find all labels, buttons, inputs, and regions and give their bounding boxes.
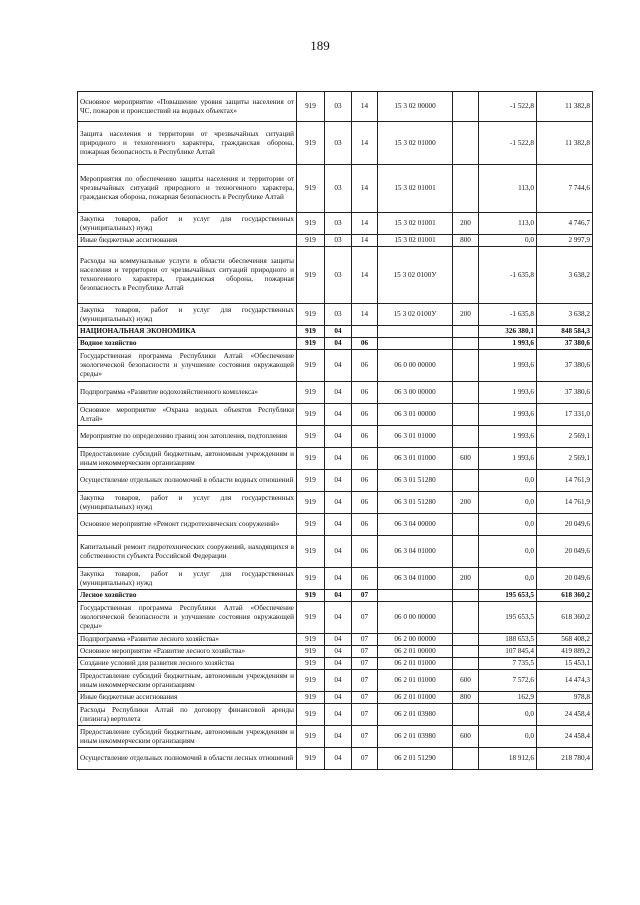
expense-type-cell [453,514,479,536]
ministry-code-cell: 919 [297,704,325,726]
section-code-cell: 04 [325,590,352,602]
amount-change-cell: 195 653,5 [479,590,537,602]
subsection-code-cell: 14 [352,304,378,326]
item-name-cell: Основное мероприятие «Развитие лесного хозяйства» [78,646,297,658]
expense-type-cell [453,748,479,770]
expense-type-cell [453,536,479,568]
table-row [78,235,593,247]
target-article-cell: 06 2 01 00000 [378,646,453,658]
ministry-code-cell: 919 [297,492,325,514]
page-number: 189 [310,38,330,53]
item-name-cell: Предоставление субсидий бюджетным, автономным учреждениям и иным некоммерческим организациям [78,726,297,748]
target-article-cell: 06 0 00 00000 [378,602,453,634]
subsection-code-cell: 06 [352,404,378,426]
amount-change-cell: 113,0 [479,213,537,235]
section-code-cell: 04 [325,658,352,670]
section-code-cell: 04 [325,404,352,426]
item-name-cell: Основное мероприятие «Повышение уровня защиты населения от ЧС, пожаров и происшествий на водных объектах» [78,92,297,122]
subsection-code-cell: 07 [352,726,378,748]
expense-type-cell [453,704,479,726]
amount-total-cell: 218 780,4 [537,748,593,770]
expense-type-cell [453,658,479,670]
amount-change-cell: 0,0 [479,536,537,568]
amount-total-cell: 17 331,0 [537,404,593,426]
ministry-code-cell: 919 [297,213,325,235]
table-row [78,470,593,492]
ministry-code-cell: 919 [297,92,325,122]
ministry-code-cell: 919 [297,426,325,448]
target-article-cell: 06 2 00 00000 [378,634,453,646]
subsection-code-cell: 14 [352,235,378,247]
table-row [78,658,593,670]
amount-total-cell: 2 569,1 [537,448,593,470]
section-code-cell: 04 [325,704,352,726]
section-code-cell: 04 [325,426,352,448]
item-name-cell: Подпрограмма «Развитие лесного хозяйства» [78,634,297,646]
ministry-code-cell: 919 [297,404,325,426]
table-row [78,382,593,404]
subsection-code-cell: 07 [352,748,378,770]
amount-change-cell: 1 993,6 [479,350,537,382]
amount-change-cell: 188 653,5 [479,634,537,646]
amount-total-cell: 14 761,9 [537,492,593,514]
section-code-cell: 04 [325,448,352,470]
item-name-cell: Закупка товаров, работ и услуг для государственных (муниципальных) нужд [78,568,297,590]
table-row [78,165,593,213]
amount-change-cell: 0,0 [479,470,537,492]
table-row [78,726,593,748]
ministry-code-cell: 919 [297,470,325,492]
item-name-cell: Расходы Республики Алтай по договору финансовой аренды (лизинга) вертолета [78,704,297,726]
expense-type-cell [453,338,479,350]
target-article-cell: 06 3 01 00000 [378,404,453,426]
section-code-cell: 04 [325,634,352,646]
target-article-cell: 06 3 04 00000 [378,514,453,536]
table-row [78,646,593,658]
target-article-cell [378,590,453,602]
table-row [78,692,593,704]
section-code-cell: 04 [325,670,352,692]
amount-total-cell: 978,8 [537,692,593,704]
amount-change-cell: 18 912,6 [479,748,537,770]
amount-change-cell: 1 993,6 [479,382,537,404]
expense-type-cell [453,426,479,448]
section-code-cell: 04 [325,338,352,350]
item-name-cell: Мероприятие по определению границ зон затопления, подтопления [78,426,297,448]
section-code-cell: 04 [325,646,352,658]
table-row [78,634,593,646]
subsection-code-cell: 06 [352,426,378,448]
target-article-cell: 06 3 01 01000 [378,448,453,470]
target-article-cell: 06 3 01 51280 [378,470,453,492]
table-row [78,748,593,770]
ministry-code-cell: 919 [297,536,325,568]
section-code-cell: 03 [325,213,352,235]
amount-change-cell: -1 522,8 [479,122,537,165]
amount-total-cell: 419 889,2 [537,646,593,658]
subsection-code-cell: 07 [352,658,378,670]
item-name-cell: Основное мероприятие «Охрана водных объектов Республики Алтай» [78,404,297,426]
table-row [78,338,593,350]
table-row [78,92,593,122]
table-row [78,326,593,338]
amount-total-cell: 24 458,4 [537,726,593,748]
subsection-code-cell: 07 [352,692,378,704]
item-name-cell: Предоставление субсидий бюджетным, автономным учреждениям и иным некоммерческим организациям [78,448,297,470]
target-article-cell: 15 3 02 01001 [378,165,453,213]
ministry-code-cell: 919 [297,338,325,350]
subsection-code-cell: 14 [352,247,378,304]
section-code-cell: 04 [325,382,352,404]
expense-type-cell: 600 [453,726,479,748]
ministry-code-cell: 919 [297,514,325,536]
subsection-code-cell: 06 [352,350,378,382]
amount-total-cell: 20 049,6 [537,536,593,568]
target-article-cell: 06 3 04 01000 [378,568,453,590]
subsection-code-cell: 07 [352,602,378,634]
amount-total-cell: 20 049,6 [537,568,593,590]
target-article-cell: 15 3 02 01001 [378,235,453,247]
item-name-cell: Государственная программа Республики Алтай «Обеспечение экологической безопасности и улучшение состояния окружающей среды» [78,350,297,382]
expense-type-cell [453,122,479,165]
target-article-cell: 06 3 00 00000 [378,382,453,404]
section-code-cell: 04 [325,692,352,704]
amount-change-cell: 162,9 [479,692,537,704]
ministry-code-cell: 919 [297,235,325,247]
expense-type-cell: 800 [453,235,479,247]
subsection-code-cell: 06 [352,514,378,536]
item-name-cell: Лесное хозяйство [78,590,297,602]
target-article-cell: 06 2 01 01000 [378,670,453,692]
amount-change-cell: 0,0 [479,726,537,748]
target-article-cell: 06 3 04 01000 [378,536,453,568]
item-name-cell: Предоставление субсидий бюджетным, автономным учреждениям и иным некоммерческим организациям [78,670,297,692]
item-name-cell: Осуществление отдельных полномочий в области лесных отношений [78,748,297,770]
expense-type-cell: 800 [453,692,479,704]
expense-type-cell [453,470,479,492]
amount-total-cell: 3 638,2 [537,247,593,304]
target-article-cell: 15 3 02 0100У [378,304,453,326]
item-name-cell: Подпрограмма «Развитие водохозяйственного комплекса» [78,382,297,404]
amount-change-cell: 0,0 [479,568,537,590]
amount-change-cell: -1 635,8 [479,304,537,326]
table-row [78,514,593,536]
amount-total-cell: 2 997,9 [537,235,593,247]
subsection-code-cell: 07 [352,634,378,646]
table-row [78,590,593,602]
expense-type-cell [453,602,479,634]
item-name-cell: Мероприятия по обеспечению защиты населения и территории от чрезвычайных ситуаций природного и техногенного характера, гражданская оборона, пожарная безопасность в Республике Алтай [78,165,297,213]
ministry-code-cell: 919 [297,568,325,590]
item-name-cell: Расходы на коммунальные услуги в области обеспечения защиты населения и территории от чрезвычайных ситуаций природного и техногенного характера, гражданская оборона, пожарная безопасность в Республике Алтай [78,247,297,304]
table-row [78,448,593,470]
target-article-cell: 06 3 01 01000 [378,426,453,448]
item-name-cell: Государственная программа Республики Алтай «Обеспечение экологической безопасности и улучшение состояния окружающей среды» [78,602,297,634]
target-article-cell: 15 3 02 0100У [378,247,453,304]
table-row [78,350,593,382]
item-name-cell: Иные бюджетные ассигнования [78,235,297,247]
expense-type-cell [453,247,479,304]
expense-type-cell [453,646,479,658]
amount-total-cell: 4 746,7 [537,213,593,235]
subsection-code-cell: 14 [352,165,378,213]
target-article-cell: 06 0 00 00000 [378,350,453,382]
section-code-cell: 04 [325,470,352,492]
amount-total-cell: 37 380,6 [537,350,593,382]
item-name-cell: НАЦИОНАЛЬНАЯ ЭКОНОМИКА [78,326,297,338]
item-name-cell: Основное мероприятие «Ремонт гидротехнических сооружений» [78,514,297,536]
target-article-cell: 06 2 01 01000 [378,692,453,704]
amount-total-cell: 11 382,8 [537,92,593,122]
section-code-cell: 04 [325,492,352,514]
table-row [78,247,593,304]
section-code-cell: 03 [325,122,352,165]
expense-type-cell [453,92,479,122]
section-code-cell: 03 [325,92,352,122]
amount-change-cell: 0,0 [479,704,537,726]
ministry-code-cell: 919 [297,658,325,670]
ministry-code-cell: 919 [297,692,325,704]
amount-change-cell: 1 993,6 [479,426,537,448]
subsection-code-cell: 07 [352,704,378,726]
amount-total-cell: 618 360,2 [537,602,593,634]
subsection-code-cell: 06 [352,492,378,514]
section-code-cell: 04 [325,602,352,634]
expense-type-cell [453,382,479,404]
expense-type-cell: 600 [453,670,479,692]
table-row [78,536,593,568]
table-row [78,602,593,634]
section-code-cell: 04 [325,568,352,590]
budget-table [77,91,593,770]
ministry-code-cell: 919 [297,590,325,602]
ministry-code-cell: 919 [297,326,325,338]
item-name-cell: Капитальный ремонт гидротехнических сооружений, находящихся в собственности субъекта Российской Федерации [78,536,297,568]
ministry-code-cell: 919 [297,646,325,658]
amount-total-cell: 20 049,6 [537,514,593,536]
subsection-code-cell: 06 [352,470,378,492]
section-code-cell: 03 [325,247,352,304]
amount-change-cell: 1 993,6 [479,338,537,350]
section-code-cell: 03 [325,304,352,326]
amount-total-cell: 14 761,9 [537,470,593,492]
ministry-code-cell: 919 [297,670,325,692]
amount-change-cell: 195 653,5 [479,602,537,634]
amount-change-cell: 326 380,1 [479,326,537,338]
expense-type-cell [453,326,479,338]
expense-type-cell [453,590,479,602]
subsection-code-cell: 06 [352,338,378,350]
item-name-cell: Закупка товаров, работ и услуг для государственных (муниципальных) нужд [78,213,297,235]
ministry-code-cell: 919 [297,122,325,165]
amount-change-cell: 1 993,6 [479,448,537,470]
section-code-cell: 03 [325,165,352,213]
subsection-code-cell: 14 [352,213,378,235]
subsection-code-cell: 06 [352,568,378,590]
item-name-cell: Водное хозяйство [78,338,297,350]
subsection-code-cell: 07 [352,670,378,692]
table-row [78,404,593,426]
expense-type-cell: 200 [453,213,479,235]
expense-type-cell: 200 [453,568,479,590]
item-name-cell: Закупка товаров, работ и услуг для государственных (муниципальных) нужд [78,492,297,514]
target-article-cell: 06 2 01 01000 [378,658,453,670]
table-body [78,92,593,770]
amount-total-cell: 37 380,6 [537,382,593,404]
expense-type-cell [453,404,479,426]
amount-change-cell: -1 522,8 [479,92,537,122]
table-row [78,670,593,692]
item-name-cell: Защита населения и территории от чрезвычайных ситуаций природного и техногенного характера, гражданская оборона, пожарная безопасность в Республике Алтай [78,122,297,165]
table-row [78,426,593,448]
table-row [78,213,593,235]
amount-total-cell: 14 474,3 [537,670,593,692]
ministry-code-cell: 919 [297,448,325,470]
target-article-cell: 15 3 02 00000 [378,92,453,122]
table-row [78,704,593,726]
table-row [78,304,593,326]
section-code-cell: 04 [325,748,352,770]
ministry-code-cell: 919 [297,247,325,304]
target-article-cell: 06 2 01 03980 [378,726,453,748]
ministry-code-cell: 919 [297,382,325,404]
amount-change-cell: 113,0 [479,165,537,213]
ministry-code-cell: 919 [297,726,325,748]
expense-type-cell [453,350,479,382]
section-code-cell: 04 [325,726,352,748]
amount-total-cell: 618 360,2 [537,590,593,602]
table-row [78,122,593,165]
subsection-code-cell: 06 [352,382,378,404]
amount-total-cell: 848 584,3 [537,326,593,338]
item-name-cell: Создание условий для развития лесного хозяйства [78,658,297,670]
amount-change-cell: 0,0 [479,492,537,514]
subsection-code-cell [352,326,378,338]
ministry-code-cell: 919 [297,748,325,770]
amount-total-cell: 11 382,8 [537,122,593,165]
table-row [78,492,593,514]
target-article-cell [378,338,453,350]
amount-total-cell: 24 458,4 [537,704,593,726]
amount-change-cell: 0,0 [479,514,537,536]
subsection-code-cell: 06 [352,536,378,568]
ministry-code-cell: 919 [297,634,325,646]
amount-total-cell: 15 453,1 [537,658,593,670]
amount-total-cell: 7 744,6 [537,165,593,213]
subsection-code-cell: 14 [352,122,378,165]
expense-type-cell: 200 [453,304,479,326]
amount-change-cell: 1 993,6 [479,404,537,426]
amount-change-cell: 7 572,6 [479,670,537,692]
target-article-cell: 06 3 01 51280 [378,492,453,514]
subsection-code-cell: 07 [352,646,378,658]
expense-type-cell: 200 [453,492,479,514]
section-code-cell: 04 [325,536,352,568]
table-row [78,568,593,590]
amount-total-cell: 2 569,1 [537,426,593,448]
section-code-cell: 04 [325,514,352,536]
amount-total-cell: 568 408,2 [537,634,593,646]
subsection-code-cell: 06 [352,448,378,470]
target-article-cell: 15 3 02 01000 [378,122,453,165]
amount-change-cell: -1 635,8 [479,247,537,304]
target-article-cell: 06 2 01 03980 [378,704,453,726]
ministry-code-cell: 919 [297,350,325,382]
section-code-cell: 04 [325,350,352,382]
section-code-cell: 04 [325,326,352,338]
amount-total-cell: 37 380,6 [537,338,593,350]
expense-type-cell [453,634,479,646]
ministry-code-cell: 919 [297,304,325,326]
section-code-cell: 03 [325,235,352,247]
amount-change-cell: 0,0 [479,235,537,247]
item-name-cell: Иные бюджетные ассигнования [78,692,297,704]
item-name-cell: Закупка товаров, работ и услуг для государственных (муниципальных) нужд [78,304,297,326]
target-article-cell: 15 3 02 01001 [378,213,453,235]
subsection-code-cell: 14 [352,92,378,122]
target-article-cell: 06 2 01 51290 [378,748,453,770]
expense-type-cell [453,165,479,213]
amount-change-cell: 7 735,5 [479,658,537,670]
amount-change-cell: 107 845,4 [479,646,537,658]
ministry-code-cell: 919 [297,165,325,213]
item-name-cell: Осуществление отдельных полномочий в области водных отношений [78,470,297,492]
target-article-cell [378,326,453,338]
ministry-code-cell: 919 [297,602,325,634]
amount-total-cell: 3 638,2 [537,304,593,326]
subsection-code-cell: 07 [352,590,378,602]
expense-type-cell: 600 [453,448,479,470]
